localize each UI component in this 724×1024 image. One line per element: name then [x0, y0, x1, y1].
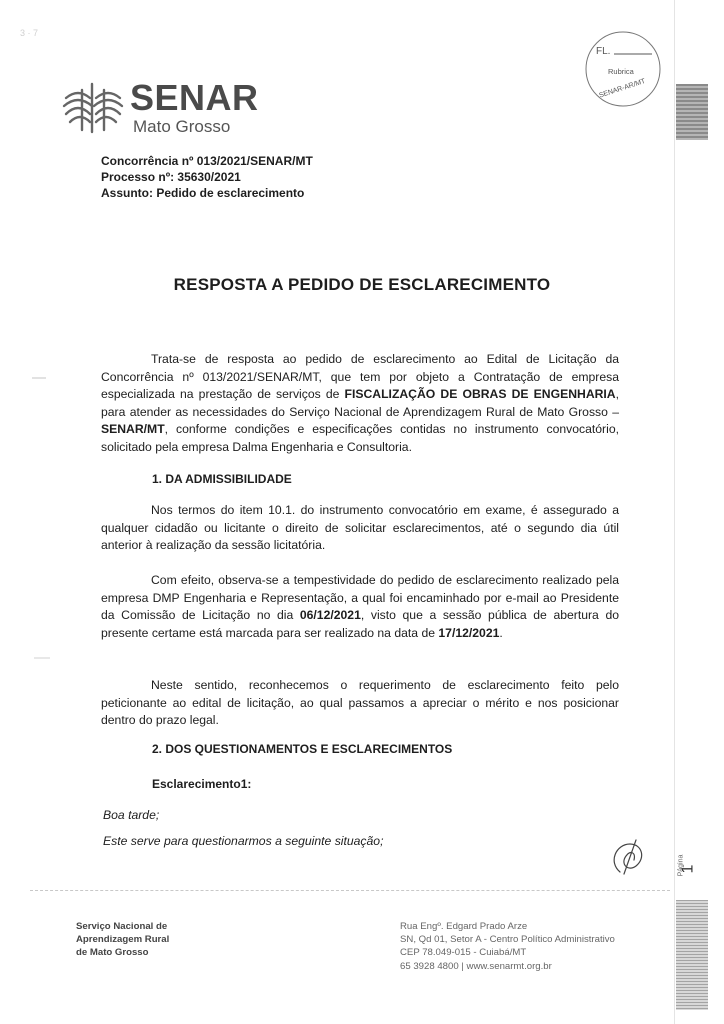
section-heading-1: 1. DA ADMISSIBILIDADE [152, 472, 292, 486]
logo-subtitle: Mato Grosso [133, 117, 231, 136]
p2-date-2: 17/12/2021 [438, 625, 500, 640]
section1-paragraph-3: Neste sentido, reconhecemos o requerimento de esclarecimento feito pelo peticionante ao edital de licitação, ao qual passamos a apreciar o mérito e nos posicionar dentro do prazo legal. [101, 678, 619, 728]
footer-org-line: Aprendizagem Rural [76, 934, 170, 945]
quote-line-2: Este serve para questionarmos a seguinte situação; [103, 834, 384, 848]
page-title: RESPOSTA A PEDIDO DE ESCLARECIMENTO [173, 275, 551, 294]
intro-text-3: , conforme condições e especificações contidas no instrumento convocatório, solicitado pela empresa Dalma Engenharia e Consultoria. [101, 422, 619, 454]
intro-text-2: , para atender as necessidades do Serviço Nacional de Aprendizagem Rural de Mato Grosso – [101, 387, 619, 419]
esclarecimento-subheading: Esclarecimento1: [152, 777, 252, 791]
p2-text-c: . [499, 625, 503, 640]
scan-mark [34, 657, 50, 659]
footer-divider [30, 890, 670, 891]
meta-concorrencia: Concorrência nº 013/2021/SENAR/MT [101, 154, 313, 168]
page-label: Página [677, 854, 685, 877]
senar-logo-icon [60, 78, 128, 136]
footer-organization [76, 920, 169, 959]
meta-assunto: Assunto: Pedido de esclarecimento [101, 186, 305, 200]
footer-address-line: CEP 78.049-015 - Cuiabá/MT [400, 947, 527, 959]
p2-text-a: Com efeito, observa-se a tempestividade do pedido de esclarecimento realizado pela empresa DMP Engenharia e Representação, a qual foi encaminhado por e-mail ao Presidente da Comissão de Licitação no dia [101, 573, 619, 623]
scan-mark [32, 377, 46, 379]
stamp-rubrica: Rubrica [608, 67, 634, 76]
scan-edge-line [674, 0, 675, 1024]
page-number: 1 [679, 864, 697, 874]
binding-strip [676, 84, 708, 140]
intro-paragraph [101, 351, 619, 457]
section-heading-2: 2. DOS QUESTIONAMENTOS E ESCLARECIMENTOS [152, 742, 453, 756]
document-meta [101, 153, 313, 201]
page-stamp [584, 30, 662, 108]
footer-org-line: de Mato Grosso [76, 947, 149, 958]
footer-address-line: Rua Engº. Edgard Prado Arze [400, 921, 528, 932]
intro-bold-1: FISCALIZAÇÃO DE OBRAS DE ENGENHARIA [344, 387, 616, 402]
stamp-fl: FL. [596, 46, 611, 57]
section1-paragraph-2 [101, 572, 619, 642]
footer-contact-line: 65 3928 4800 | www.senarmt.org.br [400, 960, 552, 972]
footer-org-line: Serviço Nacional de [76, 921, 168, 932]
section1-paragraph-1: Nos termos do item 10.1. do instrumento convocatório em exame, é assegurado a qualquer cidadão ou licitante o direito de solicitar esclarecimentos, até o segundo dia útil anterior à realização da sessão licitatória. [101, 503, 619, 553]
binding-strip-bottom [676, 900, 708, 1010]
quote-line-1: Boa tarde; [103, 808, 160, 822]
logo-title: SENAR [130, 77, 259, 118]
p2-text-b: , visto que a sessão pública de abertura do presente certame está marcada para ser realizado na data de [101, 608, 619, 640]
intro-bold-2: SENAR/MT [101, 422, 165, 437]
corner-mark: 3 · 7 [20, 28, 39, 38]
intro-text-1: Trata-se de resposta ao pedido de esclarecimento ao Edital de Licitação da Concorrência nº 013/2021/SENAR/MT, que tem por objeto a Contratação de empresa especializada na prestação de serviços de [101, 352, 619, 402]
signature-initial-icon [606, 838, 650, 878]
stamp-org: SENAR-AR/MT [598, 77, 647, 100]
p2-date-1: 06/12/2021 [299, 608, 361, 623]
meta-processo: Processo nº: 35630/2021 [101, 170, 241, 184]
footer-address [400, 920, 615, 973]
footer-address-line: SN, Qd 01, Setor A - Centro Político Administrativo [400, 934, 615, 946]
